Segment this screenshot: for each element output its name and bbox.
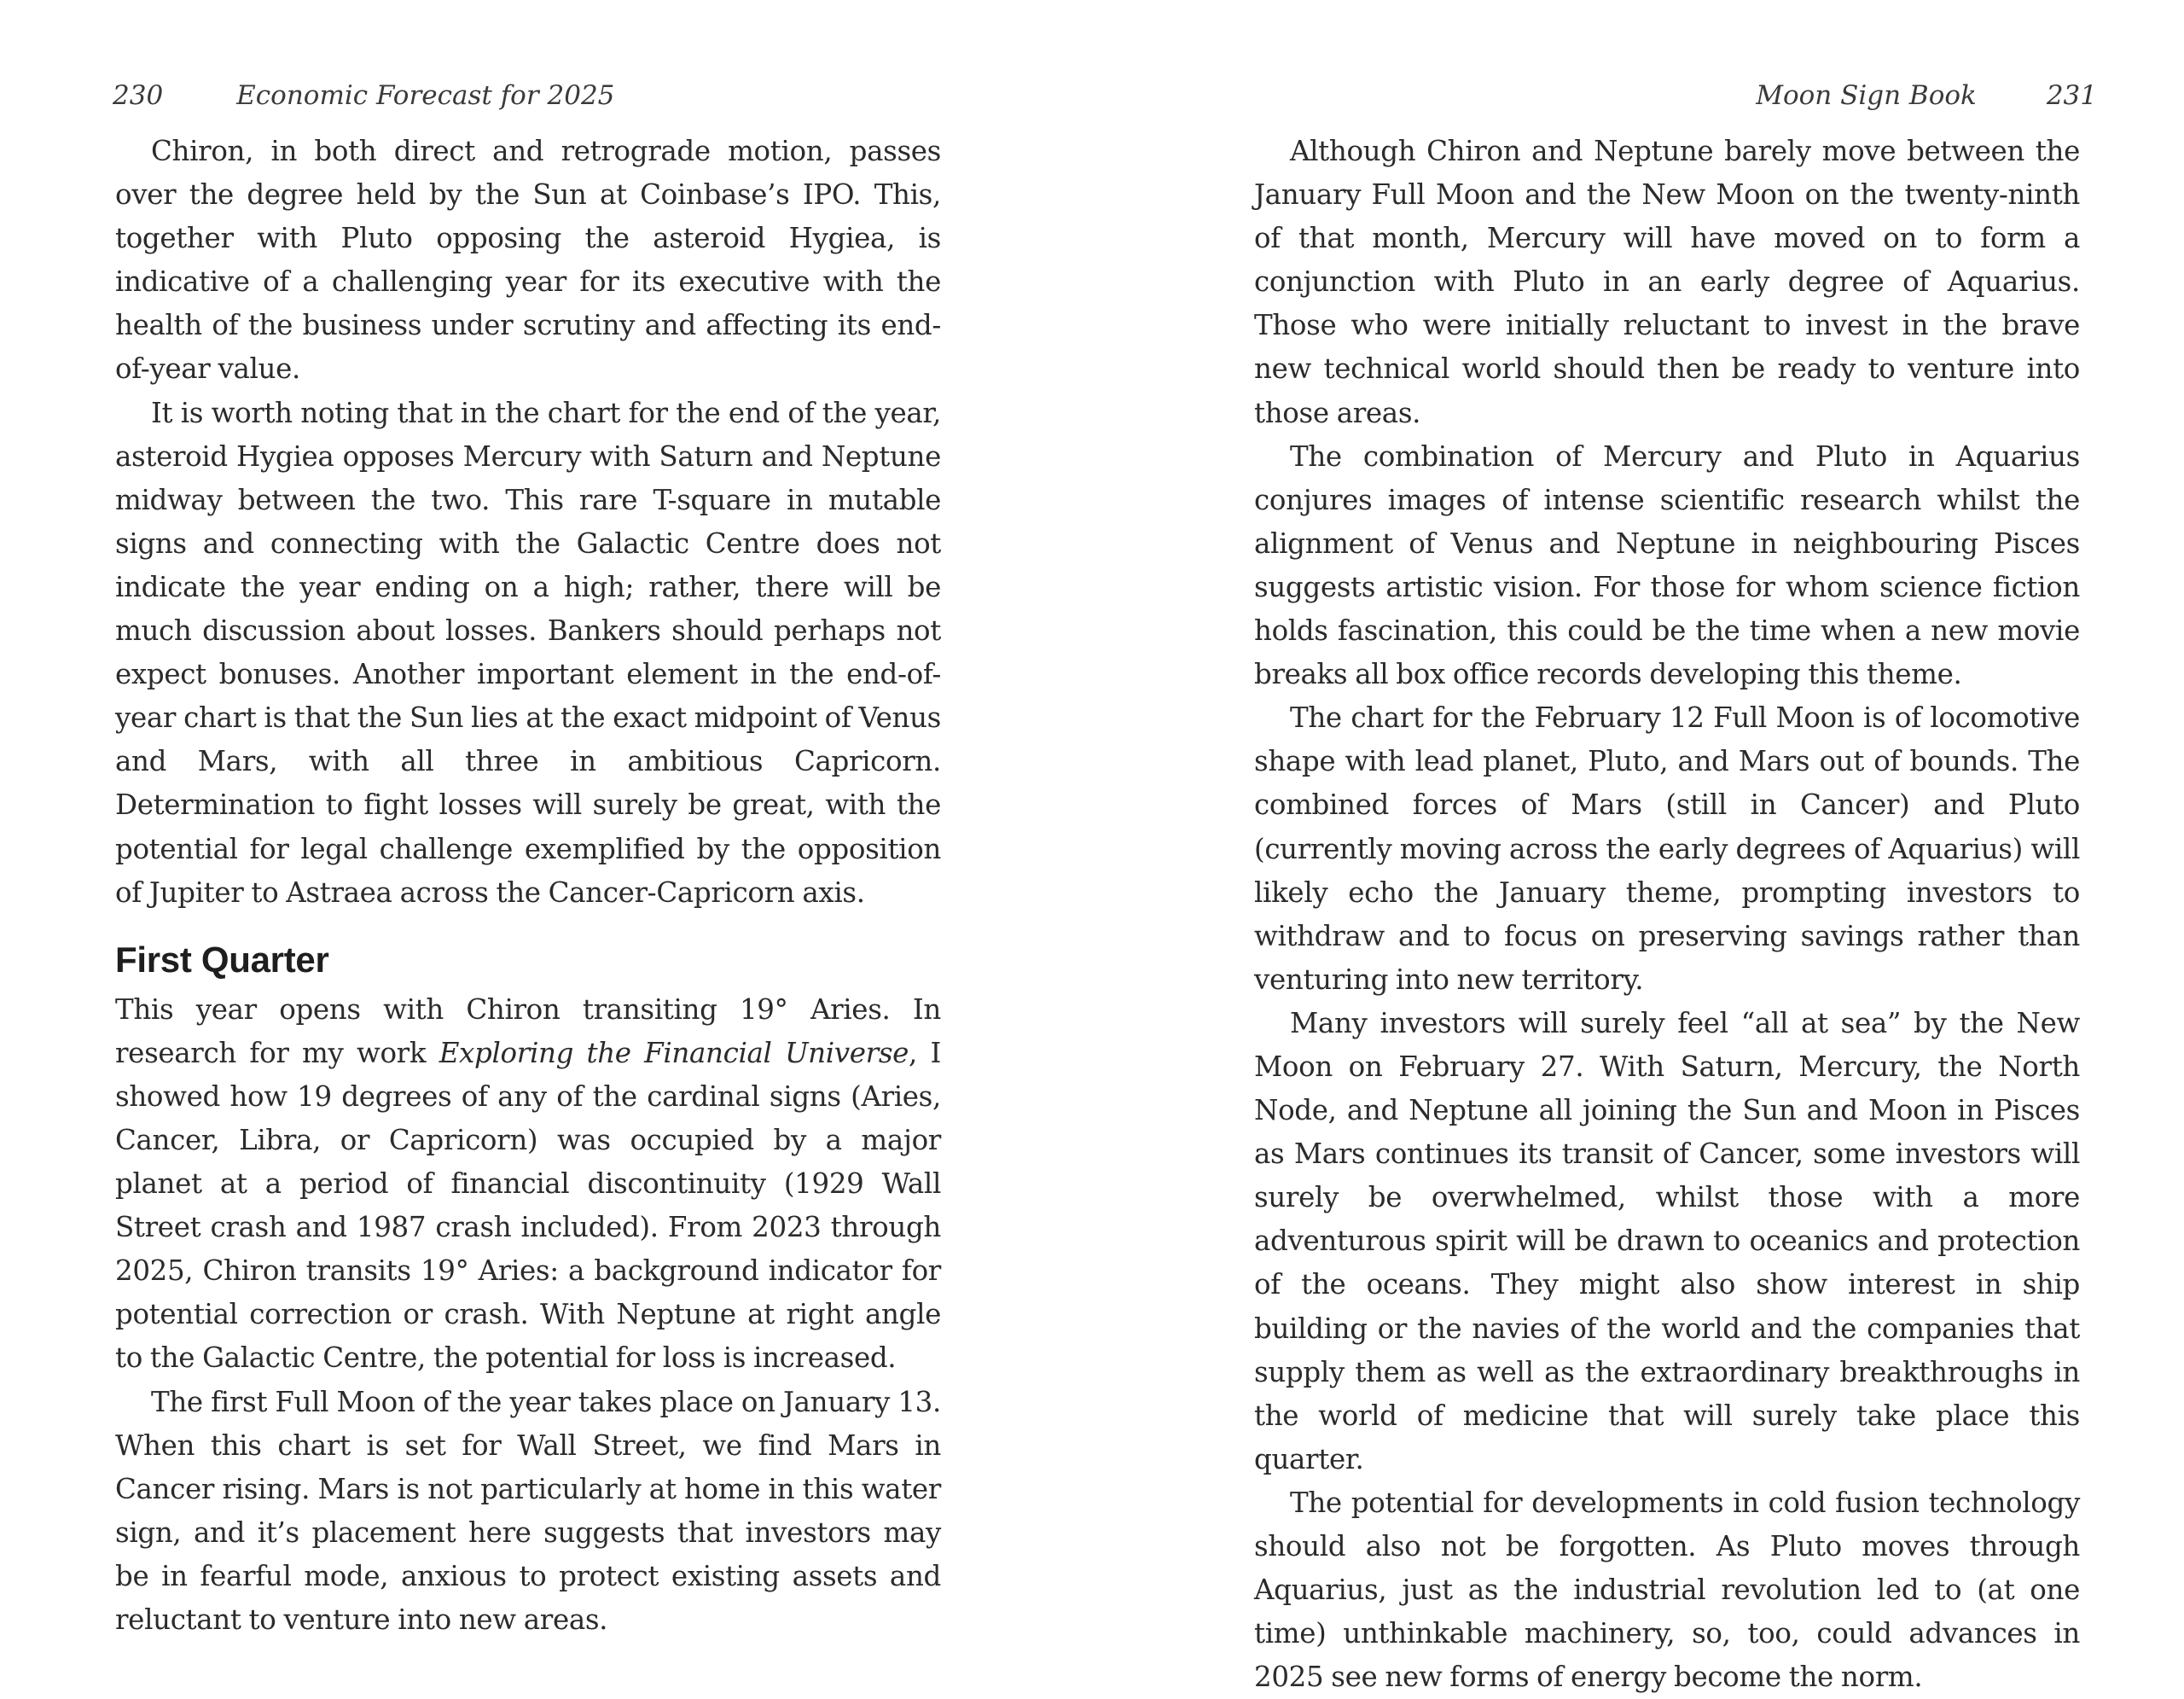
page-number-right: 231 bbox=[2046, 80, 2097, 111]
left-paragraph-1: Chiron, in both direct and retrograde motion, passes over the degree held by the Sun at Coinbase’s IPO. This, together with Pluto opposing the asteroid Hygiea, is indicative of a challenging year for its executive with the health of the business under scrutiny and affecting its end-of-year value. bbox=[115, 135, 941, 386]
right-paragraph-5: The potential for developments in cold fusion technology should also not be forgotten. As Pluto moves through Aquarius, just as the industrial revolution led to (at one time) unthinkable machinery, so, too, could advances in 2025 see new forms of energy become the norm. bbox=[1254, 1486, 2080, 1694]
right-header-title: Moon Sign Book bbox=[1756, 80, 1977, 111]
left-paragraph-3 bbox=[115, 988, 941, 1381]
right-text-column bbox=[1254, 130, 2080, 1699]
left-page bbox=[0, 0, 1092, 1664]
right-running-head bbox=[1756, 80, 2097, 114]
right-paragraph-3: The chart for the February 12 Full Moon is of locomotive shape with lead planet, Pluto, and Mars out of bounds. The combined forces of Mars (still in Cancer) and Pluto (currently moving across the early degrees of Aquarius) will likely echo the January theme, prompting investors to withdraw and to focus on preserving savings rather than venturing into new territory. bbox=[1254, 701, 2080, 996]
page-number-left: 230 bbox=[113, 80, 164, 111]
left-paragraph-2: It is worth noting that in the chart for the end of the year, asteroid Hygiea opposes Mercury with Saturn and Neptune midway between the two. This rare T-square in mutable signs and connecting with the Galactic Centre does not indicate the year ending on a high; rather, there will be much discussion about losses. Bankers should perhaps not expect bonuses. Another important element in the end-of-year chart is that the Sun lies at the exact midpoint of Venus and Mars, with all three in ambitious Capricorn. Determination to fight losses will surely be great, with the potential for legal challenge exemplified by the opposition of Jupiter to Astraea across the Cancer-Capricorn axis. bbox=[115, 396, 941, 909]
left-text-column bbox=[115, 130, 941, 1642]
right-paragraph-2: The combination of Mercury and Pluto in Aquarius conjures images of intense scientific research whilst the alignment of Venus and Neptune in neighbouring Pisces suggests artistic vision. For those for whom science fiction holds fascination, this could be the time when a new movie breaks all box office records developing this theme. bbox=[1254, 439, 2080, 691]
left-running-head bbox=[113, 80, 614, 114]
section-heading: First Quarter bbox=[115, 939, 329, 980]
left-paragraph-3-part-2: , I showed how 19 degrees of any of the cardinal signs (Aries, Cancer, Libra, or Capricorn) was occupied by a major planet at a period of financial discontinuity (1929 Wall Street crash and 1987 crash included). From 2023 through 2025, Chiron transits 19° Aries: a background indicator for potential correction or crash. With Neptune at right angle to the Galactic Centre, the potential for loss is increased. bbox=[115, 1036, 942, 1375]
right-paragraph-4: Many investors will surely feel “all at sea” by the New Moon on February 27. With Saturn, Mercury, the North Node, and Neptune all joining the Sun and Moon in Pisces as Mars continues its transit of Cancer, some investors will surely be overwhelmed, whilst those with a more adventurous spirit will be drawn to oceanics and protection of the oceans. They might also show interest in ship building or the navies of the world and the companies that supply them as well as the extraordinary breakthroughs in the world of medicine that will surely take place this quarter. bbox=[1254, 1006, 2080, 1475]
right-page bbox=[1092, 0, 2184, 1694]
book-title: Exploring the Financial Universe bbox=[439, 1036, 909, 1069]
left-paragraph-4: The first Full Moon of the year takes place on January 13. When this chart is set for Wall Street, we find Mars in Cancer rising. Mars is not particularly at home in this water sign, and it’s placement here suggests that investors may be in fearful mode, anxious to protect existing assets and reluctant to venture into new areas. bbox=[115, 1385, 941, 1636]
right-paragraph-1: Although Chiron and Neptune barely move between the January Full Moon and the New Moon on the twenty-ninth of that month, Mercury will have moved on to form a conjunction with Pluto in an early degree of Aquarius. Those who were initially reluctant to invest in the brave new technical world should then be ready to venture into those areas. bbox=[1254, 135, 2080, 429]
left-header-title: Economic Forecast for 2025 bbox=[236, 80, 615, 111]
left-paragraph-3-part-1: This year opens with Chiron transiting 19° Aries. In research for my work bbox=[115, 992, 941, 1069]
